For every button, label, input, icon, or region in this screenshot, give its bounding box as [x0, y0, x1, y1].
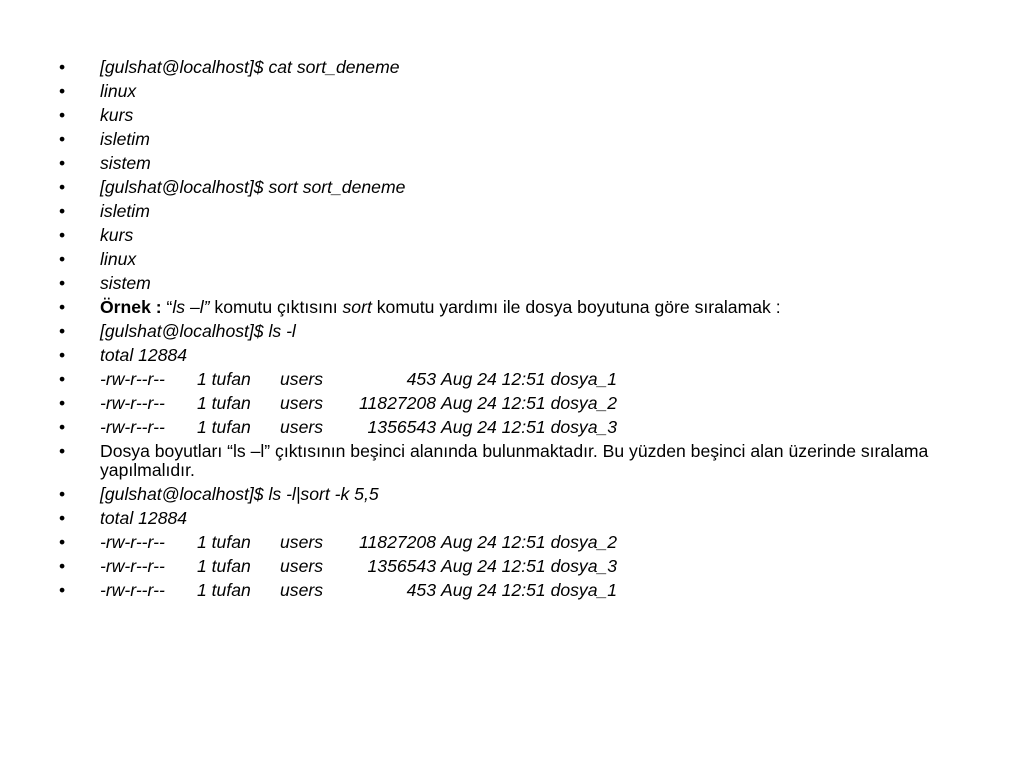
bullet-icon: • — [59, 393, 66, 413]
file-row — [100, 578, 617, 602]
list-item — [59, 127, 964, 151]
perm-cell: -rw-r--r-- — [100, 369, 165, 389]
file-row — [100, 554, 617, 578]
command-ls: ls –l” — [172, 297, 210, 317]
group-cell: users — [280, 556, 324, 576]
date-name-cell: Aug 24 12:51 dosya_1 — [441, 580, 618, 600]
date-name-cell: Aug 24 12:51 dosya_1 — [441, 369, 618, 389]
bullet-icon: • — [59, 201, 66, 221]
bullet-icon: • — [59, 417, 66, 437]
bullet-icon: • — [59, 532, 66, 552]
size-cell: 453 — [406, 369, 436, 389]
size-cell: 11827208 — [359, 532, 436, 552]
bullet-icon: • — [59, 580, 66, 600]
quote-open: “ — [161, 297, 173, 317]
bullet-icon: • — [59, 484, 66, 504]
list-item-file-row — [59, 391, 964, 415]
size-cell: 1356543 — [367, 556, 436, 576]
size-cell: 453 — [406, 580, 436, 600]
bullet-icon: • — [59, 441, 66, 461]
bullet-icon: • — [59, 249, 66, 269]
bullet-icon: • — [59, 57, 66, 77]
command-sort: sort — [342, 297, 372, 317]
bullet-icon: • — [59, 297, 66, 317]
file-row — [100, 367, 617, 391]
list-item — [59, 247, 964, 271]
size-cell: 1356543 — [367, 417, 436, 437]
command-text: [gulshat@localhost]$ ls -l|sort -k 5,5 — [100, 484, 379, 504]
output-text: linux — [100, 249, 137, 269]
perm-cell: -rw-r--r-- — [100, 580, 165, 600]
list-item-file-row — [59, 367, 964, 391]
links-owner-cell: 1 tufan — [197, 417, 251, 437]
size-cell: 11827208 — [359, 393, 436, 413]
links-owner-cell: 1 tufan — [197, 532, 251, 552]
list-item-file-row — [59, 554, 964, 578]
total-text: total 12884 — [100, 345, 188, 365]
date-name-cell: Aug 24 12:51 dosya_3 — [441, 417, 618, 437]
list-item — [59, 343, 964, 367]
file-row — [100, 391, 617, 415]
group-cell: users — [280, 580, 324, 600]
example-text-end: komutu yardımı ile dosya boyutuna göre sıralamak : — [371, 297, 781, 317]
links-owner-cell: 1 tufan — [197, 580, 251, 600]
bullet-icon: • — [59, 321, 66, 341]
links-owner-cell: 1 tufan — [197, 369, 251, 389]
group-cell: users — [280, 393, 324, 413]
file-row — [100, 415, 617, 439]
perm-cell: -rw-r--r-- — [100, 556, 165, 576]
output-text: sistem — [100, 153, 151, 173]
command-text: [gulshat@localhost]$ sort sort_deneme — [100, 177, 406, 197]
list-item — [59, 151, 964, 175]
links-owner-cell: 1 tufan — [197, 393, 251, 413]
links-owner-cell: 1 tufan — [197, 556, 251, 576]
list-item — [59, 506, 964, 530]
example-label: Örnek : — [100, 297, 162, 317]
bullet-icon: • — [59, 369, 66, 389]
bullet-icon: • — [59, 153, 66, 173]
group-cell: users — [280, 417, 324, 437]
bullet-icon: • — [59, 508, 66, 528]
output-text: isletim — [100, 129, 150, 149]
list-item-file-row — [59, 578, 964, 602]
group-cell: users — [280, 369, 324, 389]
output-text: kurs — [100, 105, 134, 125]
date-name-cell: Aug 24 12:51 dosya_2 — [441, 393, 618, 413]
list-item — [59, 271, 964, 295]
list-item-file-row — [59, 415, 964, 439]
bullet-icon: • — [59, 105, 66, 125]
list-item-explanation — [59, 439, 964, 482]
output-text: kurs — [100, 225, 134, 245]
list-item-command-sort — [59, 175, 964, 199]
perm-cell: -rw-r--r-- — [100, 417, 165, 437]
list-item-command-ls — [59, 319, 964, 343]
output-text: sistem — [100, 273, 151, 293]
list-item-command-cat — [59, 55, 964, 79]
list-item-example — [59, 295, 964, 319]
bullet-list — [59, 55, 964, 602]
bullet-icon: • — [59, 345, 66, 365]
date-name-cell: Aug 24 12:51 dosya_3 — [441, 556, 618, 576]
bullet-icon: • — [59, 273, 66, 293]
list-item — [59, 223, 964, 247]
output-text: isletim — [100, 201, 150, 221]
command-text: [gulshat@localhost]$ ls -l — [100, 321, 296, 341]
list-item — [59, 199, 964, 223]
bullet-icon: • — [59, 177, 66, 197]
bullet-icon: • — [59, 556, 66, 576]
list-item-command-ls-sort — [59, 482, 964, 506]
file-row — [100, 530, 617, 554]
list-item-file-row — [59, 530, 964, 554]
bullet-icon: • — [59, 129, 66, 149]
bullet-icon: • — [59, 81, 66, 101]
perm-cell: -rw-r--r-- — [100, 532, 165, 552]
list-item — [59, 79, 964, 103]
group-cell: users — [280, 532, 324, 552]
output-text: linux — [100, 81, 137, 101]
command-text: [gulshat@localhost]$ cat sort_deneme — [100, 57, 400, 77]
example-text-mid: komutu çıktısını — [209, 297, 343, 317]
explanation-text: Dosya boyutları “ls –l” çıktısının beşinci alanında bulunmaktadır. Bu yüzden beşinci alan üzerinde sıralama yapılmalıdır. — [100, 441, 929, 480]
date-name-cell: Aug 24 12:51 dosya_2 — [441, 532, 618, 552]
perm-cell: -rw-r--r-- — [100, 393, 165, 413]
bullet-icon: • — [59, 225, 66, 245]
list-item — [59, 103, 964, 127]
total-text: total 12884 — [100, 508, 188, 528]
